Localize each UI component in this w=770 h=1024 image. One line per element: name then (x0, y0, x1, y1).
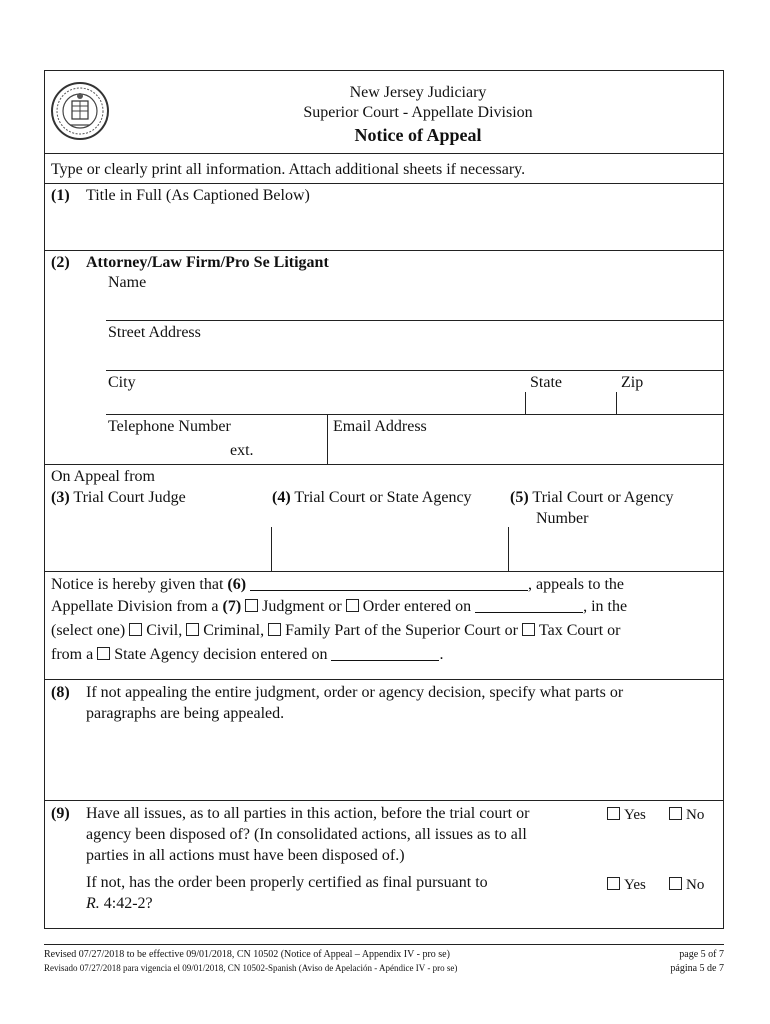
section-9-q2-line-2: R. 4:42-2? (86, 895, 153, 912)
instructions-text: Type or clearly print all information. Attach additional sheets if necessary. (51, 161, 526, 178)
footer-rule (44, 944, 724, 945)
section-1-label: Title in Full (As Captioned Below) (86, 187, 310, 204)
title-in-full-input[interactable] (86, 212, 716, 242)
city-label: City (108, 374, 136, 391)
q1-yes-option[interactable]: Yes (607, 806, 646, 824)
name-underline (106, 320, 724, 321)
parts-appealed-textarea[interactable] (86, 730, 720, 798)
section-1-number: (1) (51, 187, 70, 204)
trial-court-agency-label: (4) Trial Court or State Agency (272, 489, 472, 506)
section-9-number: (9) (51, 805, 70, 822)
zip-label: Zip (621, 374, 644, 391)
appellant-name-blank[interactable] (250, 577, 528, 591)
city-input[interactable] (108, 394, 518, 414)
agency-number-label-2: Number (536, 510, 589, 527)
on-appeal-from-heading: On Appeal from (51, 468, 155, 485)
section-9-q1-line-2: agency been disposed of? (In consolidated actions, all issues as to all (86, 826, 527, 843)
phone-email-divider (327, 414, 328, 464)
divider (44, 800, 724, 801)
civil-checkbox[interactable] (129, 623, 142, 636)
notice-line-2: Appellate Division from a (7) Judgment or Order entered on , in the (51, 598, 628, 615)
agency-number-input[interactable] (514, 540, 718, 564)
criminal-checkbox[interactable] (186, 623, 199, 636)
q1-no-checkbox[interactable] (669, 807, 682, 820)
street-address-input[interactable] (108, 346, 718, 368)
agency-number-divider (508, 527, 509, 571)
zip-input[interactable] (621, 394, 717, 414)
page-number-en: page 5 of 7 (679, 949, 724, 960)
notice-line-4: from a State Agency decision entered on . (51, 646, 444, 663)
street-address-label: Street Address (108, 324, 201, 341)
divider (44, 679, 724, 680)
section-9-q1-line-3: parties in all actions must have been disposed of.) (86, 847, 405, 864)
street-underline (106, 370, 724, 371)
section-9-q2-line-1: If not, has the order been properly certified as final pursuant to (86, 874, 488, 891)
trial-court-judge-label: (3) Trial Court Judge (51, 489, 186, 506)
email-input[interactable] (333, 440, 718, 460)
trial-court-judge-input[interactable] (51, 540, 265, 564)
section-9-q1-line-1: Have all issues, as to all parties in this action, before the trial court or (86, 805, 530, 822)
q2-no-option[interactable]: No (669, 876, 704, 894)
section-2-title: Attorney/Law Firm/Pro Se Litigant (86, 254, 329, 271)
judge-agency-divider (271, 527, 272, 571)
name-label: Name (108, 274, 147, 291)
section-8-number: (8) (51, 684, 70, 701)
notice-line-1: Notice is hereby given that (6) , appeals to the (51, 576, 625, 593)
judgment-checkbox[interactable] (245, 599, 258, 612)
ext-label: ext. (230, 442, 254, 459)
state-input[interactable] (530, 394, 610, 414)
family-part-checkbox[interactable] (268, 623, 281, 636)
state-divider (525, 392, 526, 414)
q2-yes-checkbox[interactable] (607, 877, 620, 890)
agency-number-label: (5) Trial Court or Agency (510, 489, 674, 506)
section-2-number: (2) (51, 254, 70, 271)
trial-court-agency-input[interactable] (277, 540, 502, 564)
q2-yes-option[interactable]: Yes (607, 876, 646, 894)
q1-no-option[interactable]: No (669, 806, 704, 824)
footer-revised-es: Revisado 07/27/2018 para vigencia el 09/01/2018, CN 10502-Spanish (Aviso de Apelación - Apéndice IV - pro se) (44, 963, 458, 973)
q2-no-checkbox[interactable] (669, 877, 682, 890)
divider (44, 153, 724, 154)
section-8-line-2: paragraphs are being appealed. (86, 705, 285, 722)
telephone-label: Telephone Number (108, 418, 231, 435)
state-agency-checkbox[interactable] (97, 647, 110, 660)
divider (44, 250, 724, 251)
email-label: Email Address (333, 418, 427, 435)
order-checkbox[interactable] (346, 599, 359, 612)
divider (44, 183, 724, 184)
q1-yes-checkbox[interactable] (607, 807, 620, 820)
divider (44, 571, 724, 572)
section-8-line-1: If not appealing the entire judgment, order or agency decision, specify what parts or (86, 684, 624, 701)
zip-divider (616, 392, 617, 414)
name-input[interactable] (108, 296, 718, 318)
divider (44, 464, 724, 465)
page-number-es: página 5 de 7 (670, 963, 724, 974)
header-line-1: New Jersey Judiciary (349, 84, 487, 101)
state-label: State (530, 374, 562, 391)
city-underline (106, 414, 724, 415)
header-line-2: Superior Court - Appellate Division (303, 104, 533, 121)
footer-revised-en: Revised 07/27/2018 to be effective 09/01/2018, CN 10502 (Notice of Appeal – Appendix IV - pro se) (44, 949, 450, 960)
tax-court-checkbox[interactable] (522, 623, 535, 636)
order-date-blank[interactable] (475, 599, 583, 613)
agency-decision-date-blank[interactable] (331, 647, 439, 661)
page-title: Notice of Appeal (354, 125, 482, 145)
notice-line-3: (select one) Civil, Criminal, Family Part of the Superior Court or Tax Court or (51, 622, 621, 639)
